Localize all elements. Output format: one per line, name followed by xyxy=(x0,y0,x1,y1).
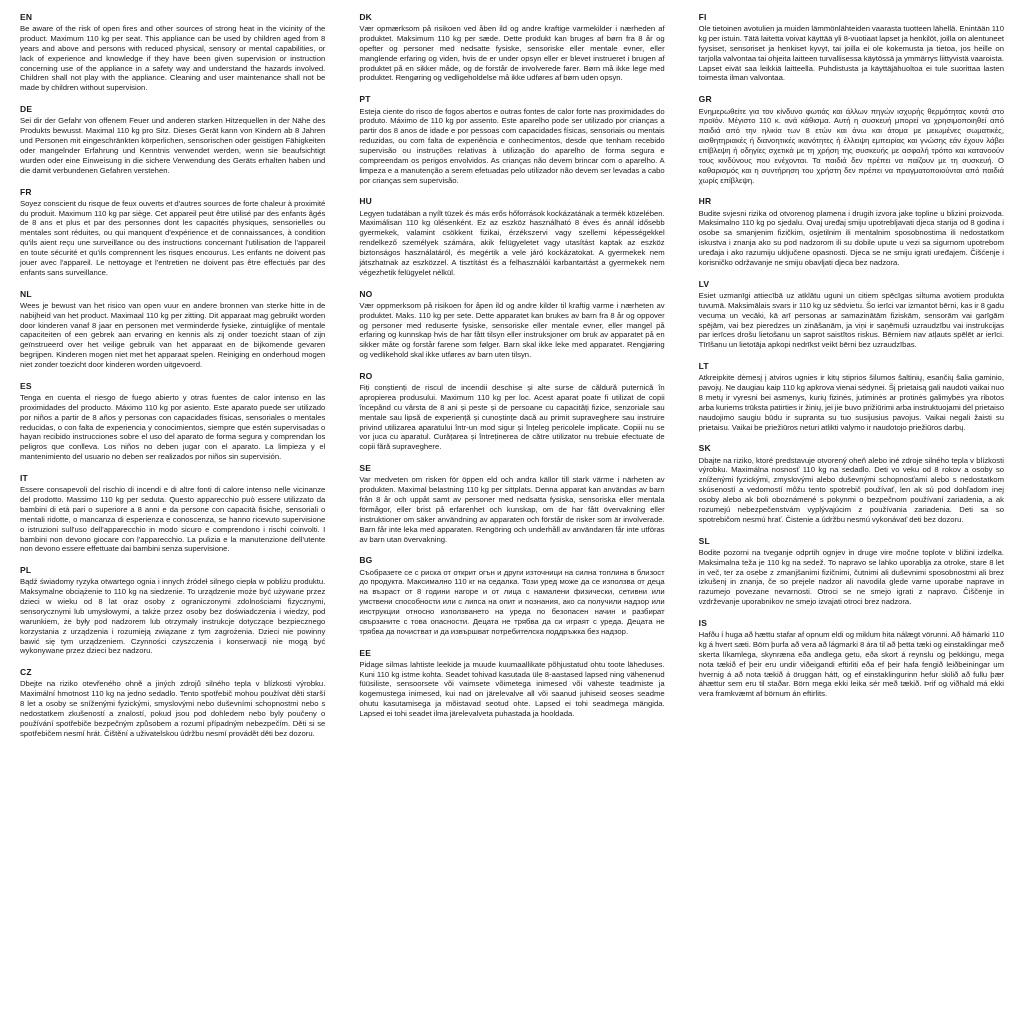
safety-text-paragraph: Soyez conscient du risque de feux ouverts et d'autres sources de forte chaleur à proximité du produit. Maximum 110 kg par siège. Cet appareil peut être utilisé par des enfants âgés de 8 ans et plus et par des personnes dont les capacités physiques, sensorielles ou mentales sont réduites, ou qui manquent d'expérience et de connaissances, à condition qu'ils aient reçu une surveillance ou des instructions concernant l'utilisation de l'appareil en toute sécurité et qu'ils comprennent les risques encourus. Les enfants ne doivent pas jouer avec l'appareil. Le nettoyage et l'entretien ne doivent pas être effectués par des enfants sans surveillance. xyxy=(20,198,326,277)
safety-text-paragraph: Legyen tudatában a nyílt tüzek és más erős hőforrások kockázatának a termék közelében. Maximálisan 110 kg ülésenként. Ez az eszköz használható 8 éves és annál idősebb gyermekek, valamint csökkent fizikai, érzékszervi vagy szellemi képességekkel rendelkező személyek számára, akik felügyeletet vagy utasítást kaptak az eszköz biztonságos használatáról, és megértik a vele járó kockázatokat. A gyermekek nem játszhatnak az eszközzel. A tisztítást és a felhasználói karbantartást a gyermekek nem végezhetik felügyelet nélkül. xyxy=(359,208,665,277)
language-section xyxy=(359,12,664,83)
language-code-heading: GR xyxy=(698,94,712,105)
column-2 xyxy=(359,12,664,1012)
safety-text-paragraph: Var medveten om risken för öppen eld och andra källor till stark värme i närheten av produkten. Maximal belastning 110 kg per sittplats. Denna apparat kan användas av barn från 8 år och uppåt samt av personer med nedsatta fysiska, sensoriska eller mentala förmågor, eller brist på erfarenhet och kunskap, om de har fått övervakning eller instruktioner om säker användning av apparaten och förstår de risker som är involverade. Barn får inte leka med apparaten. Rengöring och underhåll av användaren får inte utföras av barn utan övervakning. xyxy=(359,475,665,544)
language-code-heading: EE xyxy=(359,647,372,658)
safety-text-paragraph: Wees je bewust van het risico van open vuur en andere bronnen van sterke hitte in de nabijheid van het product. Maximaal 110 kg per zitting. Dit apparaat mag gebruikt worden door kinderen vanaf 8 jaar en personen met verminderde fysieke, zintuiglijke of mentale capaciteiten of een gebrek aan ervaring en kennis als zij onder toezicht staan of zijn geïnstrueerd over het veilige gebruik van het apparaat en de bijkomende gevaren begrijpen. Kinderen mogen niet met het apparaat spelen. Reiniging en onderhoud mogen niet zonder toezicht door kinderen worden uitgevoerd. xyxy=(20,300,326,369)
language-code-heading: FI xyxy=(698,12,707,22)
language-section xyxy=(20,667,325,738)
safety-text-paragraph: Atkreipkite dėmesį į atviros ugnies ir kitų stiprios šilumos šaltinių, esančių šalia gaminio, pavojų. Ne daugiau kaip 110 kg apkrova vienai sėdynei. Šį prietaisą gali naudoti vaikai nuo 8 metų ir vyresni bei asmenys, kurių fizinės, jutiminės ar protinės galimybės yra ribotos arba kuriems trūksta patirties ir žinių, jei jie buvo prižiūrimi arba instruktuojami dėl prietaiso naudojimo saugiu būdu ir supranta su tuo susijusius pavojus. Vaikai negali žaisti su prietaisu. Vaikai be priežiūros neturi atlikti valymo ir naudotojo priežiūros darbų. xyxy=(698,373,1004,432)
safety-text-paragraph: Pidage silmas lahtiste leekide ja muude kuumaallikate põhjustatud ohtu toote läheduses. Kuni 110 kg istme kohta. Seadet tohivad kasutada üle 8-aastased lapsed ning vähenenud füüsiliste, sensoorsete või vaimsete võimetega inimesed või väheste teadmiste ja kogemustega inimesed, kui nad on järelevalve all või saanud juhiseid seoses seadme ohutu kasutamisega ja mõistavad seotud ohte. Lapsed ei tohi seadmega mängida. Lapsed ei tohi seadet ilma järelevalveta puhastada ja hooldada. xyxy=(359,659,665,719)
language-code-heading: SE xyxy=(359,463,372,474)
safety-text-paragraph: Esteja ciente do risco de fogos abertos e outras fontes de calor forte nas proximidades do produto. Máximo de 110 kg por assento. Este aparelho pode ser utilizado por crianças a partir dos 8 anos de idade e por pessoas com capacidades físicas, sensoriais ou mentais reduzidas, ou com falta de experiência e conhecimentos, desde que tenham recebido supervisão ou instruções relativas à utilização do aparelho de forma segura e compreendam os perigos envolvidos. As crianças não devem brincar com o aparelho. A limpeza e a manutenção a serem efetuadas pelo utilizador não devem ser levadas a cabo por crianças sem supervisão. xyxy=(359,106,665,185)
safety-text-paragraph: Tenga en cuenta el riesgo de fuego abierto y otras fuentes de calor intenso en las proximidades del producto. Máximo 110 kg por asiento. Este aparato puede ser utilizado por niños a partir de 8 años y personas con capacidades físicas, sensoriales o mentales reducidas, o con falta de experiencia y conocimientos, siempre que estén supervisadas o hayan recibido instrucciones sobre el uso del aparato de forma segura y comprendan los peligros que conlleva. Los niños no deben jugar con el aparato. La limpieza y el mantenimiento del usuario no deben ser realizados por niños sin supervisión. xyxy=(20,393,326,462)
language-code-heading: DE xyxy=(20,104,33,115)
language-code-heading: HU xyxy=(359,196,373,207)
language-section xyxy=(359,648,664,719)
language-section xyxy=(699,536,1004,607)
language-code-heading: NO xyxy=(359,288,373,299)
column-1 xyxy=(20,12,325,1012)
language-section xyxy=(699,618,1004,699)
safety-text-paragraph: Fiți conștienți de riscul de incendii deschise și alte surse de căldură puternică în apropierea produsului. Maximum 110 kg per loc. Acest aparat poate fi utilizat de copii începând cu vârsta de 8 ani și peste și de persoane cu capacități fizice, senzoriale sau mentale sau lipsă de experiență și cunoștințe dacă au primit supraveghere sau instruire privind utilizarea aparatului într-un mod sigur și înțeleg pericolele implicate. Copiii nu se vor juca cu aparatul. Curățarea și întreținerea de către utilizator nu trebuie efectuate de copii fără supraveghere. xyxy=(359,383,665,452)
language-section xyxy=(20,104,325,175)
language-code-heading: SL xyxy=(698,535,710,546)
language-code-heading: DK xyxy=(359,12,373,22)
language-section xyxy=(20,289,325,370)
safety-text-paragraph: Bodite pozorni na tveganje odprtih ognjev in druge vire močne toplote v bližini izdelka. Maksimalna teža je 110 kg na sedež. To napravo se lahko uporablja za otroke, stare 8 let in več, ter za osebe z zmanjšanimi fizičnimi, čutnimi ali duševnimi sposobnostmi ali brez izkušenj in znanja, če so prejele nadzor ali navodila glede varne uporabe naprave in razumejo povezane nevarnosti. Otroci se ne smejo igrati z napravo. Čiščenje in vzdrževanje uporabnikov ne smejo izvajati otroci brez nadzora. xyxy=(698,547,1004,607)
language-section xyxy=(20,565,325,656)
safety-text-paragraph: Sei dir der Gefahr von offenem Feuer und anderen starken Hitzequellen in der Nähe des Produkts bewusst. Maximal 110 kg pro Sitz. Dieses Gerät kann von Kindern ab 8 Jahren und Personen mit eingeschränkten körperlichen, sensorischen oder geistigen Fähigkeiten oder mangelnder Erfahrung und Kenntnis verwendet werden, wenn sie beaufsichtigt wurden oder eine Einweisung in die sichere Verwendung des Geräts erhalten haben und die damit verbundenen Gefahren verstehen. xyxy=(20,116,326,175)
safety-text-paragraph: Vær opmærksom på risikoen ved åben ild og andre kraftige varmekilder i nærheden af produktet. Maksimum 110 kg per sæde. Dette produkt kan bruges af børn fra 8 år og opefter og personer med nedsatte fysiske, sensoriske eller mentale evner, eller manglende erfaring og viden, hvis de er under opsyn eller er blevet instrueret i brugen af produktet på en sikker måde, og de forstår de involverede farer. Børn må ikke lege med produktet. Rengøring og vedligeholdelse må ikke udføres af børn uden opsyn. xyxy=(359,24,665,83)
language-section xyxy=(359,289,664,360)
language-code-heading: RO xyxy=(359,370,373,381)
language-code-heading: BG xyxy=(359,555,373,566)
language-code-heading: FR xyxy=(20,186,32,197)
language-code-heading: ES xyxy=(20,380,32,391)
language-section xyxy=(699,361,1004,432)
language-section xyxy=(20,381,325,462)
language-section xyxy=(20,473,325,554)
language-code-heading: LT xyxy=(698,361,709,372)
language-section xyxy=(699,94,1004,185)
column-3 xyxy=(699,12,1004,1012)
language-code-heading: NL xyxy=(20,288,32,299)
language-section xyxy=(699,12,1004,83)
language-section xyxy=(359,371,664,452)
safety-text-paragraph: Be aware of the risk of open fires and other sources of strong heat in the vicinity of the product. Maximum 110 kg per seat. This appliance can be used by children aged from 8 years and above and persons with reduced physical, sensory or mental capabilities, or lack of experience and knowledge if they have been given supervision or instruction concerning use of the appliance in a safety way and understand the hazards involved. Children shall not play with the appliance. Cleaning and user maintenance shall not be made by children without supervision. xyxy=(20,24,326,93)
language-code-heading: HR xyxy=(698,196,712,207)
safety-text-paragraph: Dbejte na riziko otevřeného ohně a jiných zdrojů silného tepla v blízkosti výrobku. Maximální hmotnost 110 kg na jedno sedadlo. Tento spotřebič mohou používat děti starší 8 let a osoby se sníženými fyzickými, smyslovými nebo duševními schopnostmi nebo s nedostatkem zkušeností a znalostí, pokud jsou pod dohledem nebo byly poučeny o používání spotřebiče bezpečným způsobem a rozumí případným nebezpečím. Děti si se spotřebičem nesmí hrát. Čištění a uživatelskou údržbu nesmí provádět děti bez dozoru. xyxy=(20,679,326,738)
language-code-heading: CZ xyxy=(20,667,32,678)
language-section xyxy=(359,94,664,185)
safety-text-paragraph: Dbajte na riziko, ktoré predstavuje otvorený oheň alebo iné zdroje silného tepla v blízkosti výrobku. Maximálna nosnosť 110 kg na sedadlo. Deti vo veku od 8 rokov a osoby so zníženými fyzickými, zmyslovými alebo duševnými schopnosťami alebo s nedostatkom skúseností a vedomostí môžu tento spotrebič používať, len ak sú pod dohľadom inej osoby alebo ak boli oboznámené s pokynmi o bezpečnom používaní zariadenia, a ak rozumejú nebezpečenstvám vyplývajúcim z používania zariadenia. Deti sa so spotrebičom nesmú hrať. Čistenie a údržbu nesmú vykonávať deti bez dozoru. xyxy=(698,455,1004,524)
language-section xyxy=(20,187,325,278)
safety-text-paragraph: Essere consapevoli del rischio di incendi e di altre fonti di calore intenso nelle vicinanze del prodotto. Massimo 110 kg per seduta. Questo apparecchio può essere utilizzato da bambini di età pari o superiore a 8 anni e da persone con capacità fisiche, sensoriali o mentali ridotte, o mancanza di esperienza e conoscenza, se hanno ricevuto supervisione o istruzioni sull'uso dell'apparecchio in modo sicuro e comprendono i rischi coinvolti. I bambini non devono giocare con l'apparecchio. La pulizia e la manutenzione dell'utente non devono essere effettuate dai bambini senza supervisione. xyxy=(20,485,326,554)
safety-text-paragraph: Bądź świadomy ryzyka otwartego ognia i innych źródeł silnego ciepła w pobliżu produktu. Maksymalne obciążenie to 110 kg na siedzenie. To urządzenie może być używane przez dzieci w wieku od 8 lat oraz osoby z ograniczonymi zdolnościami fizycznymi, sensorycznymi lub umysłowymi, a także przez osoby bez doświadczenia i wiedzy, pod warunkiem, że były pod nadzorem lub otrzymały instrukcje dotyczące bezpiecznego korzystania z urządzenia i rozumieją związane z tym zagrożenia. Dzieci nie powinny bawić się tym urządzeniem. Czynności czyszczenia i konserwacji nie mogą być wykonywane przez dzieci bez nadzoru. xyxy=(20,577,326,656)
language-code-heading: LV xyxy=(698,278,710,289)
language-code-heading: EN xyxy=(20,12,33,22)
language-section xyxy=(699,443,1004,524)
language-code-heading: IT xyxy=(20,473,28,484)
language-section xyxy=(359,555,664,636)
safety-text-paragraph: Ενημερωθείτε για τον κίνδυνο φωτιάς και άλλων πηγών ισχυρής θερμότητας κοντά στο προϊόν. Μέγιστο 110 κ. ανά κάθισμα. Αυτή η συσκευή μπορεί να χρησιμοποιηθεί από παιδιά από την ηλικία των 8 ετών και άνω και άτομα με μειωμένες σωματικές, αισθητηριακές ή διανοητικές ικανότητες ή έλλειψη εμπειρίας και γνώσης εάν έχουν λάβει επίβλεψη ή οδηγίες σχετικά με τη χρήση της συσκευής με ασφαλή τρόπο και κατανοούν τους κινδύνους που ενέχονται. Τα παιδιά δεν πρέπει να παίζουν με τη συσκευή. Ο καθαρισμός και η συντήρηση του χρήστη δεν πρέπει να πραγματοποιούνται από παιδιά χωρίς επίβλεψη. xyxy=(698,106,1004,185)
language-section xyxy=(359,463,664,544)
safety-text-paragraph: Vær oppmerksom på risikoen for åpen ild og andre kilder til kraftig varme i nærheten av produktet. Maks. 110 kg per sete. Dette apparatet kan brukes av barn fra 8 år og oppover og personer med reduserte fysiske, sensoriske eller mentale evner, eller mangel på erfaring og kunnskap hvis de har fått tilsyn eller instruksjoner om bruk av apparatet på en sikker måte og forstår farene som følger. Barn skal ikke leke med apparatet. Rengjøring og vedlikehold skal ikke utføres av barn uten tilsyn. xyxy=(359,300,665,360)
safety-text-paragraph: Hafðu í huga að hættu stafar af opnum eldi og miklum hita nálægt vörunni. Að hámarki 110 kg á hvert sæti. Börn þurfa að vera að lágmarki 8 ára til að þetta tæki og einstaklingar með skerta líkamlega, skynræna eða andlega getu, eða skort á reynslu og þekkingu, mega nota tækið ef þeir eru undir viðeigandi eftirliti eða ef þeir hafa fengið leiðbeiningar um hvernig á að nota tækið á öruggan hátt, og ef einstaklingurinn hefur skilið að fullu þær áhættur sem eru til staðar. Börn mega ekki leika sér með tækið. Þrif og viðhald má ekki vera framkvæmt af börnum án eftirlits. xyxy=(698,630,1004,699)
safety-text-paragraph: Съобразете се с риска от открит огън и други източници на силна топлина в близост до продукта. Максимално 110 кг на седалка. Този уред може да се използва от деца на възраст от 8 години нагоре и от лица с намалени физически, сетивни или умствени способности или с липса на опит и познания, ако са получили надзор или инструкции относно използването на уреда по безопасен начин и разбират свързаните с това опасности. Децата не трябва да си играят с уреда. Децата не трябва да почистват и да извършват потребителска поддръжка без надзор. xyxy=(359,567,665,636)
language-section xyxy=(699,279,1004,350)
language-code-heading: PL xyxy=(20,565,32,576)
safety-text-paragraph: Ole tietoinen avotulien ja muiden lämmönlähteiden vaarasta tuotteen lähellä. Enintään 110 kg per istuin. Tätä laitetta voivat käyttää yli 8-vuotiaat lapset ja henkilöt, joilla on alentuneet fyysiset, sensoriset ja henkiset kyvyt, tai joilla ei ole kokemusta ja tietoa, jos heille on tarjolla valvontaa tai ohjeita laitteen turvallisessa käytössä ja ymmärrys liittyvistä vaaroista. Lapset eivät saa leikkiä laitteella. Puhdistusta ja käyttäjähuoltoa ei tule suorittaa lasten toimesta ilman valvontaa. xyxy=(698,24,1004,83)
safety-text-paragraph: Esiet uzmanīgi attiecībā uz atklātu uguni un citiem spēcīgas siltuma avotiem produkta tuvumā. Maksimālais svars ir 110 kg uz sēdvietu. Šo ierīci var izmantot bērni, kas ir 8 gadu vecuma un vecāki, kā arī personas ar samazinātām fiziskām, sensorām vai garīgām spējām, vai bez pieredzes un zināšanām, ja viņi ir saņēmuši uzraudzību vai instrukcijas par ierīces drošu lietošanu un saprot saistītos riskus. Bērniem nav atļauts spēlēt ar ierīci. Tīrīšanu un lietotāja apkopi nedrīkst veikt bērni bez uzraudzības. xyxy=(698,290,1004,350)
language-code-heading: PT xyxy=(359,94,371,105)
language-section xyxy=(359,196,664,277)
language-section xyxy=(699,196,1004,267)
language-code-heading: SK xyxy=(698,443,711,454)
safety-text-paragraph: Budite svjesni rizika od otvorenog plamena i drugih izvora jake topline u blizini proizvoda. Maksimalno 110 kg po sjedalu. Ovaj uređaj smiju upotrebljavati djeca starija od 8 godina i osobe sa smanjenim fizičkim, osjetilnim ili mentalnim sposobnostima ili nedostatkom iskustva i znanja ako su pod nadzorom ili su dobile upute u vezi sa sigurnom upotrebom uređaja i ako razumiju uključene opasnosti. Djeca se ne smiju igrati uređajem. Čišćenje i korisničko održavanje ne smiju obavljati djeca bez nadzora. xyxy=(698,208,1004,267)
language-code-heading: IS xyxy=(698,617,708,628)
language-section xyxy=(20,12,325,93)
